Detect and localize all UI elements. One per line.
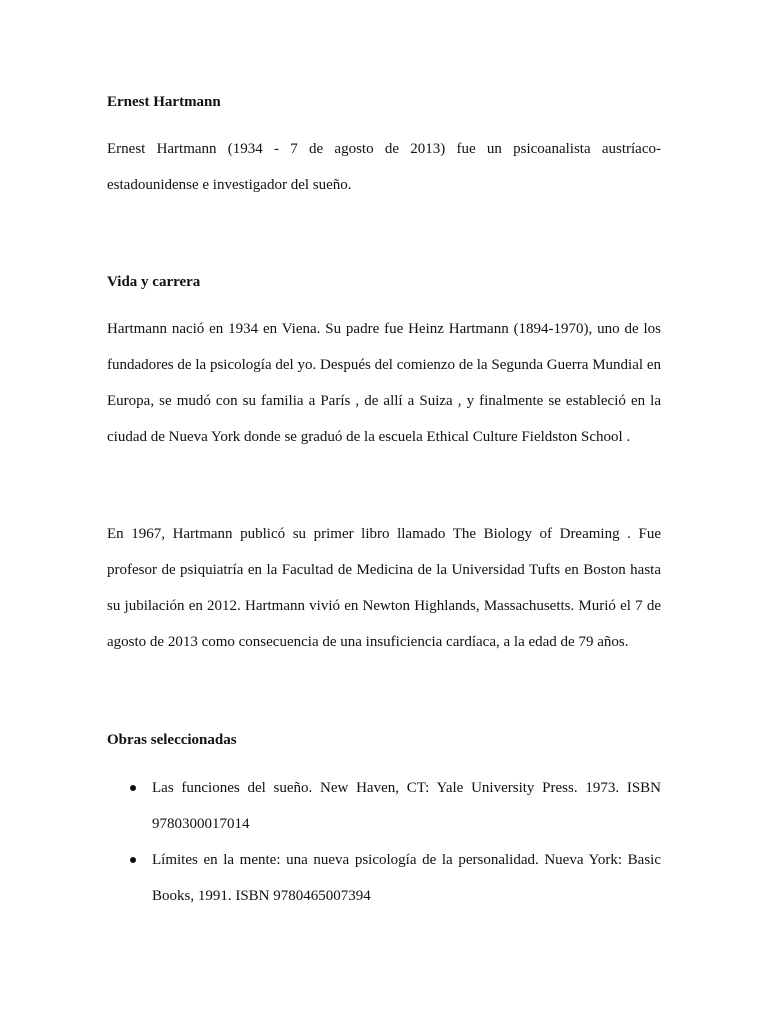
paragraph-career: En 1967, Hartmann publicó su primer libro llamado The Biology of Dreaming . Fue profesor de psiquiatría en la Facultad de Medicina de la Universidad Tufts en Boston hasta su jubilación en 2012. Hartmann vivió en Newton Highlands, Massachusetts. Murió el 7 de agosto de 2013 como consecuencia de una insuficiencia cardíaca, a la edad de 79 años.	[107, 526, 661, 650]
work-entry-text: Límites en la mente: una nueva psicología de la personalidad. Nueva York: Basic Books, 1991. ISBN 9780465007394	[152, 852, 661, 904]
paragraph-early-life: Hartmann nació en 1934 en Viena. Su padre fue Heinz Hartmann (1894-1970), uno de los fundadores de la psicología del yo. Después del comienzo de la Segunda Guerra Mundial en Europa, se mudó con su familia a París , de allí a Suiza , y finalmente se estableció en la ciudad de Nueva York donde se graduó de la escuela Ethical Culture Fieldston School .	[107, 321, 661, 445]
intro-paragraph: Ernest Hartmann (1934 - 7 de agosto de 2013) fue un psicoanalista austríaco-estadounidense e investigador del sueño.	[107, 141, 661, 193]
section-heading-vida-y-carrera: Vida y carrera	[107, 274, 201, 290]
bullet-icon	[130, 857, 136, 863]
document-title: Ernest Hartmann	[107, 94, 221, 110]
list-item	[107, 842, 661, 914]
section-heading-obras-seleccionadas: Obras seleccionadas	[107, 732, 237, 748]
work-entry-text: Las funciones del sueño. New Haven, CT: Yale University Press. 1973. ISBN 9780300017014	[152, 780, 661, 832]
works-list	[107, 770, 661, 914]
bullet-icon	[130, 785, 136, 791]
list-item	[107, 770, 661, 842]
